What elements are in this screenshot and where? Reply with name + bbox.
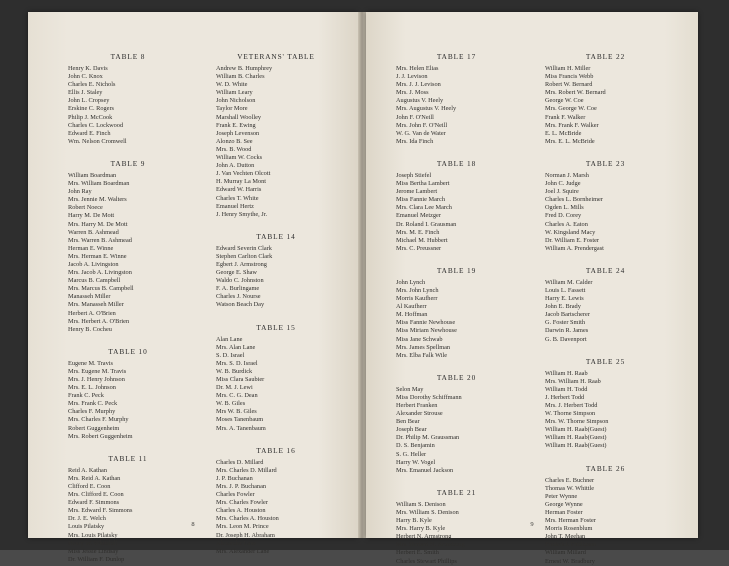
guest-name: Ellis J. Staley: [68, 89, 103, 97]
guest-name: William A. Prendergast: [545, 244, 604, 252]
guest-name: Mrs. Eugene M. Travis: [68, 367, 127, 375]
guest-name: Jacob Bartscherer: [545, 311, 590, 319]
guest-name: Al Kaufherr: [396, 303, 427, 311]
guest-name: Dr. William E. Foster: [545, 236, 600, 244]
guest-name: Mrs. Herbert A. O'Brien: [68, 317, 130, 325]
guest-name: Philip J. McCook: [68, 113, 113, 121]
table-block-title: TABLE 20: [436, 372, 477, 382]
guest-name: Alexander Strouse: [396, 410, 443, 418]
guest-name: Warren B. Ashmead: [68, 228, 119, 236]
guest-name: Mrs. B. Wood: [216, 145, 252, 153]
guest-name: Harry M. De Mott: [68, 212, 115, 220]
guest-name: Mrs. Robert W. Bernard: [545, 89, 606, 97]
guest-name: Louis L. Fassett: [545, 286, 586, 294]
guest-name: S. D. Israel: [216, 351, 245, 359]
guest-name: Frank C. Peck: [68, 392, 104, 400]
guest-name: Mrs. C. Preussner: [396, 244, 442, 252]
guest-name: Charles E. Nichols: [68, 81, 116, 89]
table-block: [545, 464, 666, 566]
guest-name: Edward Severin Clark: [216, 244, 272, 252]
guest-name: Ernest W. Bradbury: [545, 557, 595, 565]
table-block: [216, 52, 336, 219]
table-block-title: TABLE 16: [256, 445, 296, 455]
guest-name: Mrs. Reid A. Kathan: [68, 474, 121, 482]
guest-name: William Leary: [216, 89, 253, 97]
guest-name: Mrs. Helen Elias: [396, 65, 439, 72]
guest-name: William Boardman: [68, 171, 117, 179]
guest-name: Alan Lane: [216, 335, 243, 343]
guest-name: Mrs. C. G. Dean: [216, 392, 258, 400]
guest-name: Morris Rosenblum: [545, 525, 593, 533]
guest-name: Miss Jane Schwab: [396, 335, 443, 343]
table-block-title: TABLE 9: [110, 158, 146, 168]
guest-name: Jacob A. Livingston: [68, 260, 119, 268]
table-block: [545, 266, 666, 344]
guest-name: John A. Dutton: [216, 162, 255, 170]
guest-name: William Millard: [545, 549, 586, 557]
folio-left: 8: [191, 521, 195, 528]
guest-name: W. B. Giles: [216, 400, 246, 408]
guest-name: Mrs. S. D. Israel: [216, 359, 258, 367]
guest-name: Selon May: [396, 385, 424, 393]
guest-name: Stephen Carlton Clark: [216, 252, 273, 260]
guest-name: Mrs. Herman E. Winne: [68, 252, 127, 260]
table-block: [545, 159, 666, 253]
guest-name: Joel J. Squire: [545, 188, 579, 196]
guest-name: John T. Meehan: [545, 533, 586, 541]
guest-name: Mrs. Charles A. Houston: [216, 515, 279, 523]
table-block: [216, 323, 336, 433]
guest-name: Joseph Stiefel: [396, 171, 432, 179]
table-block-title: TABLE 8: [110, 52, 146, 61]
table-block: [396, 373, 517, 475]
guest-name: Taylor More: [216, 105, 248, 113]
guest-name: George E. Shaw: [216, 269, 257, 277]
guest-name: W. Thorne Simpson: [545, 410, 596, 418]
guest-name: William H. Raab(Guest): [545, 434, 607, 442]
page-left-column-2: [202, 52, 350, 555]
guest-name: G. B. Davenport: [545, 335, 587, 343]
guest-name: Mrs. Charles D. Millard: [216, 466, 277, 474]
guest-name: Dr. M. J. Lewi: [216, 384, 253, 392]
table-block: [396, 266, 517, 360]
table-block: [545, 52, 666, 146]
table-block: [68, 347, 188, 441]
guest-name: Miss Dorothy Schiffmann: [396, 393, 462, 401]
table-block-title: TABLE 18: [436, 158, 477, 168]
guest-name: Ben Bear: [396, 418, 420, 426]
guest-name: Mrs. James Spellman: [396, 343, 451, 351]
table-block: [68, 454, 188, 564]
guest-name: J. Van Vechten Olcott: [216, 170, 271, 178]
guest-name: Waldo C. Johnston: [216, 277, 264, 285]
guest-name: Dr. J. E. Welch: [68, 515, 106, 523]
guest-name: Norman J. Marsh: [545, 171, 589, 179]
table-block: [216, 446, 336, 556]
guest-name: Mrs. Alan Lane: [216, 343, 256, 351]
guest-name: W. G. Van de Water: [396, 129, 446, 137]
guest-name: Harry B. Kyle: [396, 517, 432, 525]
guest-name: George Wynne: [545, 500, 583, 508]
guest-name: John Lynch: [396, 278, 426, 286]
table-block: [216, 232, 336, 310]
guest-name: William S. Denison: [396, 500, 446, 508]
guest-name: Dr. Roland I. Grausman: [396, 220, 457, 228]
table-block-title: TABLE 17: [436, 52, 477, 61]
guest-name: Herbert E. Smith: [396, 549, 439, 557]
guest-name: John Ray: [68, 188, 92, 196]
guest-name: William H. Raab: [545, 369, 588, 377]
guest-name: Mrs. Ida Finch: [396, 137, 434, 145]
guest-name: Mrs. Harry B. Kyle: [396, 525, 446, 533]
guest-name: W. D. White: [216, 81, 248, 89]
guest-name: Mrs. Clara Lee March: [396, 204, 452, 212]
guest-name: Mrs. William H. Raab: [545, 377, 601, 385]
guest-name: Mrs. Jacob A. Livingston: [68, 269, 132, 277]
guest-name: Mrs. William S. Denison: [396, 508, 459, 516]
guest-name: William B. Charles: [216, 73, 265, 81]
guest-name: Harry W. Vogel: [396, 458, 436, 466]
guest-name: Mrs. Leon M. Prince: [216, 523, 269, 531]
guest-name: H. Murray La Mont: [216, 178, 267, 186]
guest-name: Mrs. Robert Guggenheim: [68, 432, 133, 440]
guest-name: Wm. Nelson Cromwell: [68, 137, 127, 145]
guest-name: Mrs. Alexander Lane: [216, 547, 270, 555]
page-left-columns: [28, 52, 358, 563]
guest-name: Henry B. Cocheu: [68, 325, 112, 333]
table-block-title: TABLE 25: [585, 356, 626, 366]
guest-name: Mrs W. B. Giles: [216, 408, 257, 416]
guest-name: William H. Todd: [545, 385, 588, 393]
table-block-title: TABLE 15: [256, 322, 296, 332]
guest-name: William H. Miller: [545, 65, 591, 72]
guest-name: Watson Beach Day: [216, 301, 265, 309]
guest-name: Henry K. Davis: [68, 65, 108, 72]
guest-name: Marcus B. Campbell: [68, 277, 121, 285]
table-block-title: TABLE 19: [436, 265, 477, 275]
guest-name: Mrs. Jennie M. Walters: [68, 196, 127, 204]
table-block: [396, 52, 517, 146]
guest-name: Alonzo B. See: [216, 137, 253, 145]
guest-name: Charles A. Houston: [216, 507, 266, 515]
guest-name: Mrs. George W. Coe: [545, 105, 597, 113]
guest-name: Robert Noece: [68, 204, 103, 212]
guest-name: Charles J. Nourse: [216, 293, 261, 301]
guest-name: Mrs. M. E. Finch: [396, 228, 440, 236]
guest-name: Mrs. J. P. Buchanan: [216, 482, 267, 490]
guest-name: John F. O'Neill: [396, 113, 434, 121]
guest-name: Mrs. J. Herbert Todd: [545, 402, 598, 409]
guest-name: J. Henry Smythe, Jr.: [216, 210, 268, 218]
guest-name: Mrs. John Lynch: [396, 286, 439, 294]
guest-name: Mrs. Louis Pilatsky: [68, 531, 118, 539]
guest-name: Andrew B. Humphrey: [216, 65, 273, 72]
guest-name: Thomas W. Whittle: [545, 484, 595, 492]
guest-name: Robert W. Bernard: [545, 81, 593, 89]
guest-name: Manasseh Miller: [68, 293, 111, 301]
guest-name: Eugene M. Travis: [68, 359, 113, 367]
guest-name: Charles Stewart Phillips: [396, 557, 457, 565]
guest-name: Darwin R. James: [545, 327, 589, 335]
guest-name: Mrs. John F. O'Neill: [396, 121, 448, 129]
guest-name: S. G. Heller: [396, 450, 427, 458]
guest-name: Mrs. W. Thorne Simpson: [545, 418, 609, 426]
guest-name: John L. Cropsey: [68, 97, 110, 105]
guest-name: Miss Bertha Lambert: [396, 180, 450, 188]
guest-name: Henry W. Whitehill: [68, 539, 118, 547]
guest-name: W. Kingsland Macy: [545, 228, 596, 236]
guest-name: Mrs. Herman Foster: [545, 517, 596, 525]
guest-name: Miss Miriam Newhouse: [396, 327, 457, 335]
guest-name: Michael M. Hubbert: [396, 236, 448, 244]
guest-name: Dr. William F. Dunlop: [68, 555, 125, 563]
guest-name: Herbert N. Armstrong: [396, 533, 452, 541]
page-right: [366, 12, 698, 565]
guest-name: Edward W. Harris: [216, 186, 262, 194]
guest-name: Frederick Phillipson: [545, 541, 597, 549]
guest-name: Mrs. William Boardman: [68, 180, 130, 188]
page-right-columns: [366, 52, 698, 565]
table-block-title: TABLE 21: [436, 487, 477, 497]
guest-name: Mrs. Augustus V. Heely: [396, 105, 457, 113]
guest-name: Dr. Joseph H. Abraham: [216, 531, 275, 539]
guest-name: Mrs. Charles F. Murphy: [68, 416, 129, 424]
guest-name: Charles C. Lockwood: [68, 121, 124, 129]
guest-name: Mrs. J. Henry Johnson: [68, 376, 125, 383]
guest-name: Herbert Franken: [396, 402, 438, 409]
table-block: [545, 357, 666, 451]
guest-name: Mrs. Edward F. Simmons: [68, 507, 133, 515]
page-right-column-1: [382, 52, 531, 565]
guest-name: Morris Kaufherr: [396, 295, 438, 303]
guest-name: Fred D. Corey: [545, 212, 582, 220]
guest-name: Mrs. Elba Falk Wile: [396, 351, 448, 359]
guest-name: Charles T. White: [216, 194, 259, 202]
guest-name: E. L. McBride: [545, 129, 582, 137]
guest-name: Marshall Woolley: [216, 113, 262, 121]
guest-name: W. B. Burdick: [216, 367, 253, 375]
guest-name: Edward F. Simmons: [68, 499, 120, 507]
table-block-title: VETERANS' TABLE: [237, 52, 315, 61]
guest-name: Herbert A. O'Brien: [68, 309, 116, 317]
guest-name: Charles L. Bornheimer: [545, 196, 603, 204]
guest-name: Frank E. Ewing: [216, 121, 256, 129]
page-left: [28, 12, 358, 563]
guest-name: Mrs. Herbert N. Armstrong: [396, 541, 465, 549]
table-block: [68, 159, 188, 334]
guest-name: Mrs. Marcus B. Campbell: [68, 285, 134, 293]
guest-name: Miss Jessie Lindsay: [68, 547, 119, 555]
guest-name: Mrs. J. Moss: [396, 89, 429, 97]
table-block-title: TABLE 23: [585, 158, 626, 168]
guest-name: Jerome Lambert: [396, 188, 438, 196]
guest-name: Ogden L. Mills: [545, 204, 584, 212]
guest-name: G. Foster Smith: [545, 319, 586, 327]
page-right-column-2: [531, 52, 680, 565]
table-block-title: TABLE 22: [585, 52, 626, 61]
guest-name: D. S. Benjamin: [396, 442, 435, 450]
table-block-title: TABLE 11: [108, 453, 148, 463]
guest-name: Mrs. Clifford E. Coon: [68, 491, 124, 499]
guest-name: John Nicholson: [216, 97, 256, 105]
guest-name: Peter Wynne: [545, 492, 578, 500]
guest-name: William M. Calder: [545, 278, 593, 286]
guest-name: Charles Fowler: [216, 491, 255, 499]
guest-name: Miss Francis Webb: [545, 73, 594, 81]
guest-name: John E. Brady: [545, 303, 581, 311]
guest-name: Frank F. Walker: [545, 113, 586, 121]
guest-name: Edward E. Finch: [68, 129, 111, 137]
guest-name: William H. Raab(Guest): [545, 426, 607, 434]
guest-name: John C. Judge: [545, 180, 581, 188]
guest-name: J. J. Levison: [396, 73, 428, 81]
guest-name: Alexander Lane: [216, 539, 257, 547]
guest-name: Mrs. E. L. McBride: [545, 137, 595, 145]
guest-name: J. Herbert Todd: [545, 393, 585, 401]
guest-name: William H. Raab(Guest): [545, 442, 607, 450]
guest-name: Herman Foster: [545, 508, 583, 516]
guest-name: George W. Coe: [545, 97, 584, 105]
guest-name: Charles F. Murphy: [68, 408, 116, 416]
table-block-title: TABLE 14: [256, 231, 296, 241]
page-left-column-1: [54, 52, 202, 563]
guest-name: Mrs. Warren B. Ashmead: [68, 236, 132, 244]
guest-name: Mrs. A. Tanenbaum: [216, 424, 266, 432]
table-block-title: TABLE 10: [108, 346, 148, 356]
guest-name: Augustus V. Heely: [396, 97, 444, 105]
guest-name: Miss Clara Saubier: [216, 376, 265, 383]
table-block: [68, 52, 188, 146]
guest-name: Erskine C. Rogers: [68, 105, 114, 113]
guest-name: Clifford E. Coon: [68, 482, 111, 490]
folio-right: 9: [530, 521, 534, 528]
guest-name: Mrs. Charles Fowler: [216, 499, 268, 507]
guest-name: M. Hoffman: [396, 311, 428, 319]
guest-name: Emanuel Hertz: [216, 202, 254, 210]
guest-name: Herman E. Winne: [68, 244, 114, 252]
guest-name: Miss Fannie Newhouse: [396, 319, 456, 327]
table-block-title: TABLE 24: [585, 265, 626, 275]
guest-name: Robert Guggenheim: [68, 424, 120, 432]
guest-name: Dr. Philip M. Graussman: [396, 434, 460, 442]
guest-name: Mrs. Manasseh Miller: [68, 301, 124, 309]
book-gutter: [358, 12, 366, 538]
guest-name: Moses Tanenbaum: [216, 416, 264, 424]
table-block-title: TABLE 26: [585, 463, 626, 473]
guest-name: Miss Fannie March: [396, 196, 445, 204]
guest-name: Mrs. Frank F. Walker: [545, 121, 599, 129]
guest-name: F. A. Burlingame: [216, 285, 260, 293]
table-block: [396, 159, 517, 253]
guest-name: William W. Cocks: [216, 154, 263, 162]
guest-name: Mrs. Emanuel Jackson: [396, 466, 454, 474]
guest-name: Mrs. Harry M. De Mott: [68, 220, 128, 228]
guest-name: J. P. Buchanan: [216, 474, 253, 482]
guest-name: Harry E. Lewis: [545, 295, 584, 303]
guest-name: Charles A. Eaton: [545, 220, 588, 228]
guest-name: Mrs. J. J. Levison: [396, 81, 441, 89]
guest-name: Charles E. Buchner: [545, 476, 595, 484]
guest-name: Mrs. Frank C. Peck: [68, 400, 118, 408]
guest-name: Joseph Bear: [396, 426, 427, 434]
guest-name: Reid A. Kathan: [68, 466, 107, 474]
guest-name: Emanuel Metzger: [396, 212, 441, 220]
guest-name: Mrs. E. L. Johnson: [68, 384, 116, 392]
guest-name: Charles D. Millard: [216, 458, 264, 466]
guest-name: Egbert J. Armstrong: [216, 260, 267, 268]
guest-name: Joseph Levenson: [216, 129, 260, 137]
guest-name: Louis Pilatsky: [68, 523, 105, 531]
guest-name: John C. Knox: [68, 73, 103, 81]
